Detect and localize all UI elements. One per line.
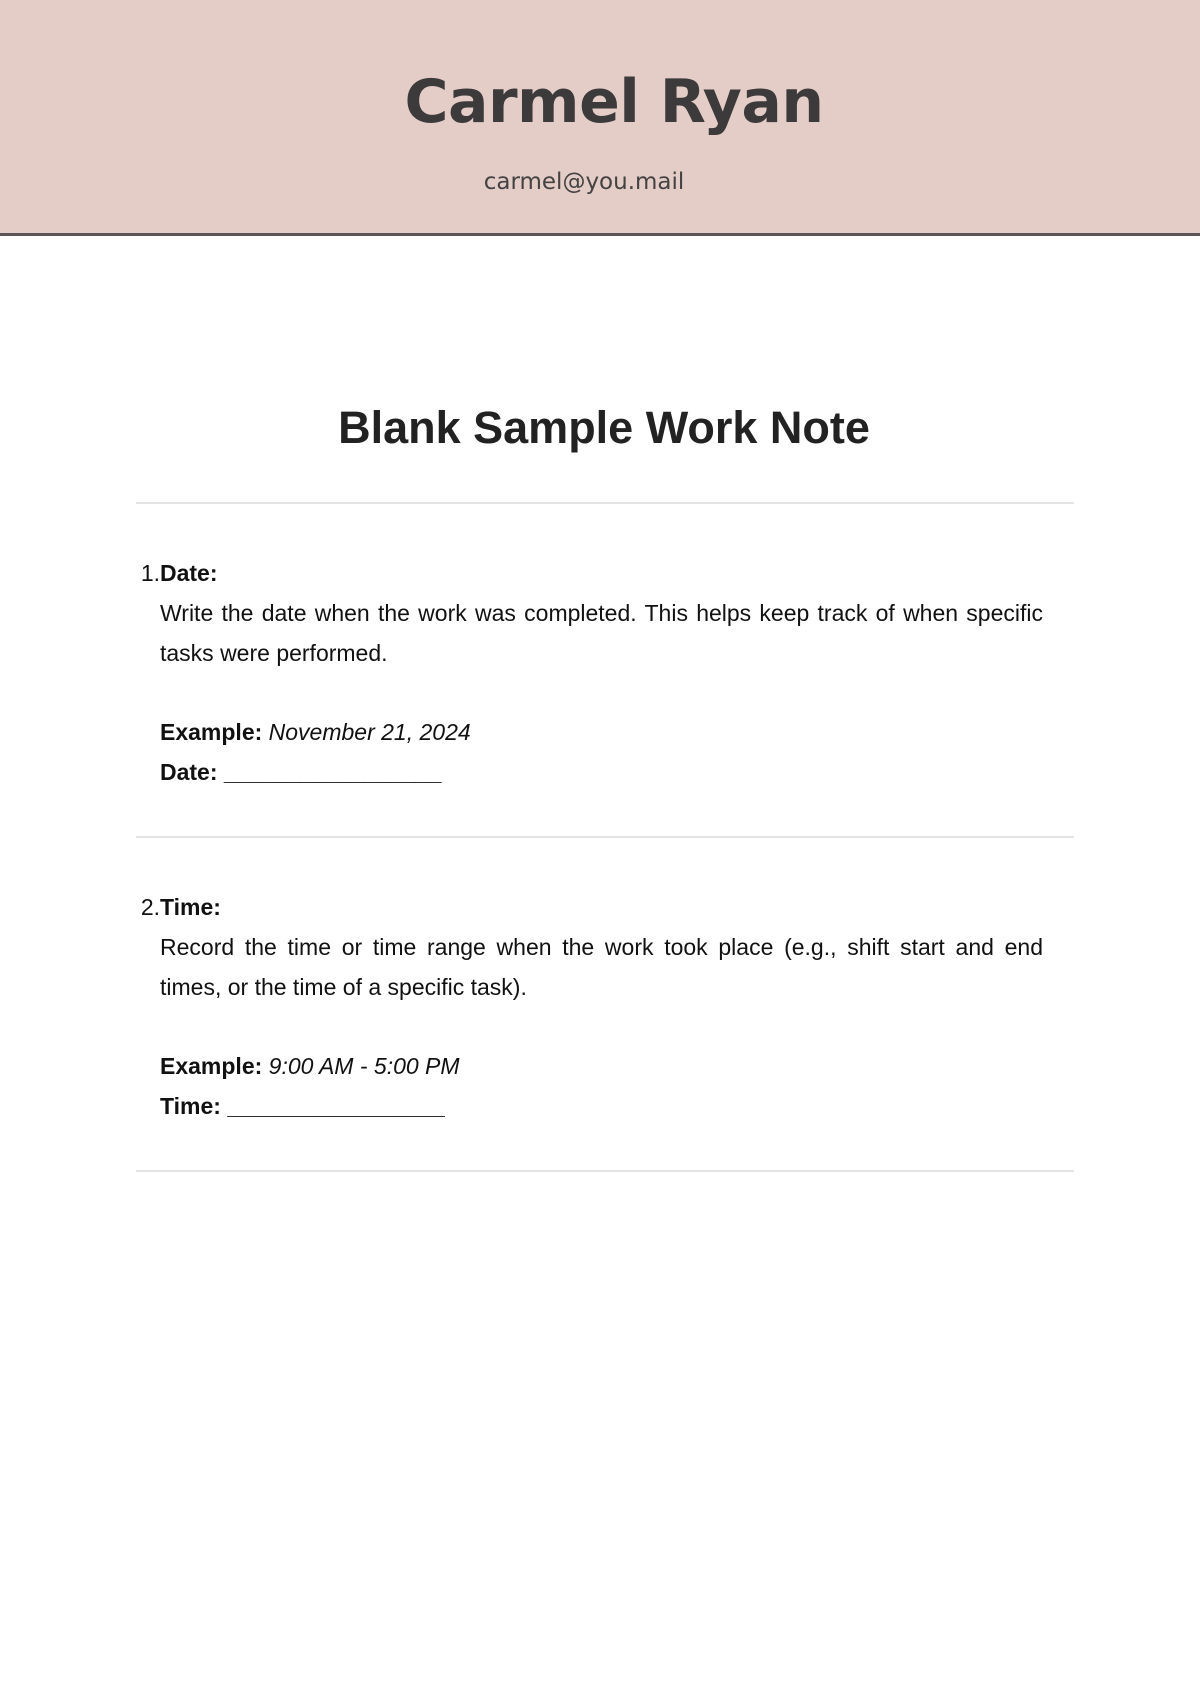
- field-label: Date:: [160, 759, 218, 785]
- item-description: Record the time or time range when the work took place (e.g., shift start and end times, or the time of a specific task).: [160, 934, 1043, 1000]
- divider: [136, 1170, 1074, 1172]
- item-heading: Time:: [160, 894, 221, 920]
- item-body: [160, 887, 1043, 1126]
- blank-field[interactable]: _________________: [223, 759, 442, 785]
- example-label: Example:: [160, 1053, 263, 1079]
- divider: [136, 502, 1074, 504]
- example-row: [160, 712, 1043, 752]
- divider: [136, 836, 1074, 838]
- field-row: [160, 1086, 1043, 1126]
- blank-field[interactable]: _________________: [227, 1093, 445, 1119]
- author-email: carmel@you.mail: [483, 169, 685, 195]
- list-item-date: [136, 553, 1074, 793]
- list-item-time: [136, 887, 1074, 1127]
- item-body: [160, 553, 1043, 792]
- field-row: [160, 752, 1043, 792]
- document-title: Blank Sample Work Note: [338, 402, 870, 453]
- header-banner: [0, 0, 1200, 236]
- author-name: Carmel Ryan: [404, 67, 824, 137]
- example-row: [160, 1046, 1043, 1086]
- example-label: Example:: [160, 719, 263, 745]
- item-number: 2.: [140, 894, 160, 920]
- item-description: Write the date when the work was completed. This helps keep track of when specific tasks were performed.: [160, 600, 1043, 666]
- item-heading: Date:: [160, 560, 218, 586]
- item-number: 1.: [140, 560, 160, 586]
- example-value: November 21, 2024: [268, 719, 471, 745]
- example-value: 9:00 AM - 5:00 PM: [268, 1053, 460, 1079]
- field-label: Time:: [160, 1093, 221, 1119]
